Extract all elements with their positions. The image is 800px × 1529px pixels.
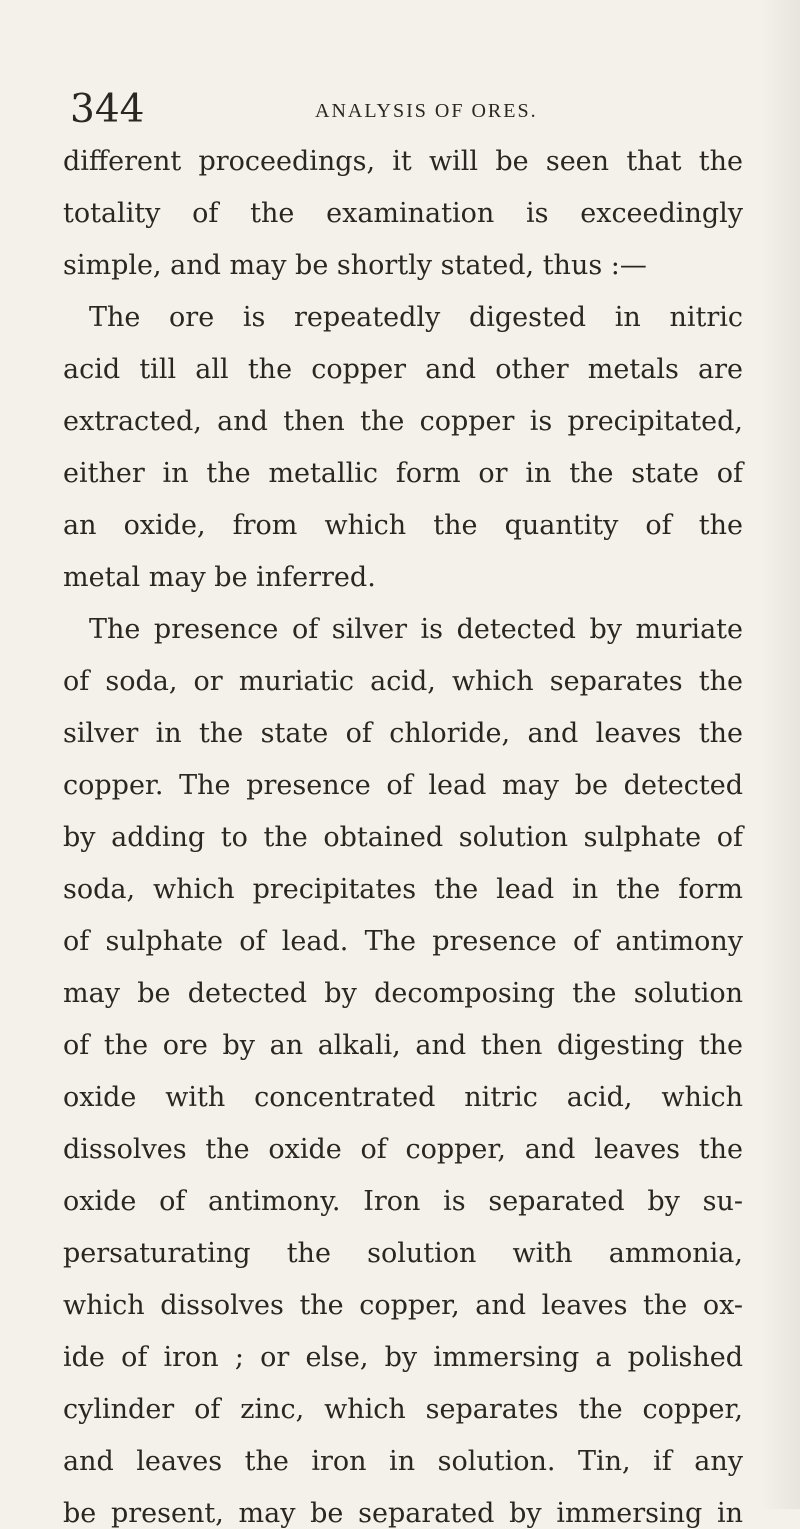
text-line: oxide with concentrated nitric acid, which <box>63 1082 743 1113</box>
text-line: which dissolves the copper, and leaves the ox- <box>63 1290 743 1321</box>
text-line: different proceedings, it will be seen that the <box>63 146 743 177</box>
text-line: cylinder of zinc, which separates the copper, <box>63 1394 743 1425</box>
text-line: soda, which precipitates the lead in the form <box>63 874 743 905</box>
text-line: The ore is repeatedly digested in nitric <box>89 302 743 333</box>
text-line: acid till all the copper and other metals are <box>63 354 743 385</box>
page-header <box>70 87 750 150</box>
text-line: be present, may be separated by immersing in <box>63 1498 743 1529</box>
running-title: ANALYSIS OF ORES. <box>315 100 538 122</box>
text-line: oxide of antimony. Iron is separated by su- <box>63 1186 743 1217</box>
text-line: totality of the examination is exceedingly <box>63 198 743 229</box>
page-number: 344 <box>70 87 145 132</box>
text-line: of soda, or muriatic acid, which separates the <box>63 666 743 697</box>
text-line: extracted, and then the copper is precipitated, <box>63 406 743 437</box>
text-line: and leaves the iron in solution. Tin, if any <box>63 1446 743 1477</box>
text-line: by adding to the obtained solution sulphate of <box>63 822 743 853</box>
text-line: copper. The presence of lead may be detected <box>63 770 743 801</box>
text-line: either in the metallic form or in the state of <box>63 458 743 489</box>
text-line: of sulphate of lead. The presence of antimony <box>63 926 743 957</box>
text-line: The presence of silver is detected by muriate <box>89 614 743 645</box>
text-line: may be detected by decomposing the solution <box>63 978 743 1009</box>
text-line: persaturating the solution with ammonia, <box>63 1238 743 1269</box>
text-line: dissolves the oxide of copper, and leaves the <box>63 1134 743 1165</box>
text-line: silver in the state of chloride, and leaves the <box>63 718 743 749</box>
text-line: of the ore by an alkali, and then digesting the <box>63 1030 743 1061</box>
text-line: an oxide, from which the quantity of the <box>63 510 743 541</box>
text-line: ide of iron ; or else, by immersing a polished <box>63 1342 743 1373</box>
text-line: metal may be inferred. <box>63 562 376 593</box>
text-line: simple, and may be shortly stated, thus :— <box>63 250 647 281</box>
